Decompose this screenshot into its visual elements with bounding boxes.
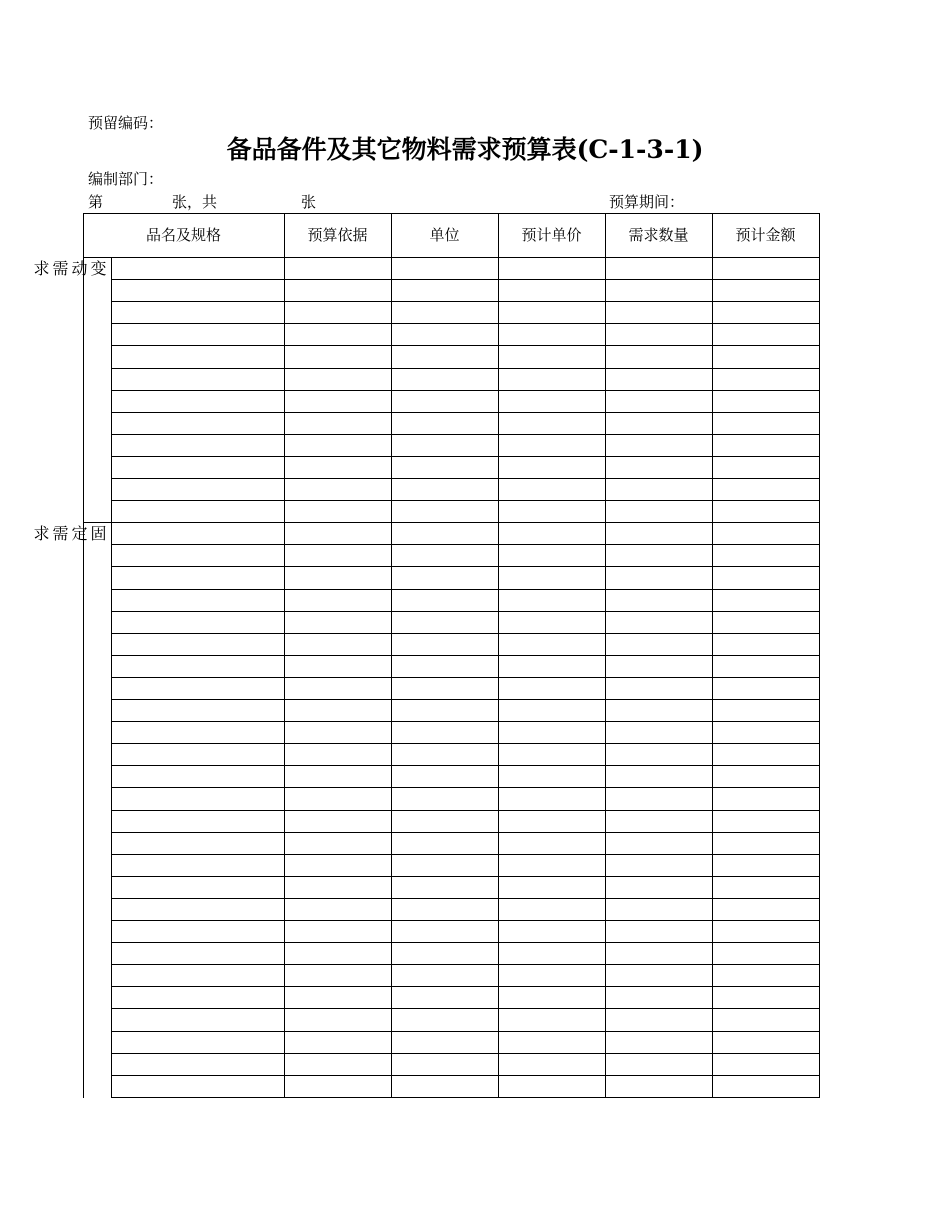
table-row-line — [111, 323, 820, 324]
table-row-line — [111, 412, 820, 413]
table-row-line — [111, 765, 820, 766]
table-row-line — [111, 942, 820, 943]
sheet-number-suffix: 张 — [301, 193, 317, 211]
table-row-line — [111, 544, 820, 545]
column-header: 品名及规格 — [145, 226, 221, 244]
section-label: 变动需求 — [31, 260, 107, 276]
header-bottom-border — [83, 257, 820, 258]
column-header: 预计单价 — [521, 226, 582, 244]
table-row-line — [111, 500, 820, 501]
table-row-line — [111, 699, 820, 700]
page-title: 备品备件及其它物料需求预算表(C-1-3-1) — [226, 135, 704, 164]
table-row-line — [111, 721, 820, 722]
table-row-line — [111, 1053, 820, 1054]
table-row-line — [111, 1097, 820, 1098]
table-row-line — [111, 390, 820, 391]
column-header: 预计金额 — [735, 226, 796, 244]
table-row-line — [111, 876, 820, 877]
table-row-line — [111, 279, 820, 280]
table-row-line — [111, 655, 820, 656]
table-row-line — [111, 787, 820, 788]
table-row-line — [111, 434, 820, 435]
column-header: 需求数量 — [628, 226, 689, 244]
table-row-line — [111, 743, 820, 744]
department-label: 编制部门： — [88, 170, 164, 188]
sheet-number-middle: 张，共 — [172, 193, 218, 211]
table-left-border — [83, 213, 84, 1098]
table-row-line — [111, 456, 820, 457]
table-row-line — [111, 478, 820, 479]
section-label: 固定需求 — [31, 525, 107, 542]
table-row-line — [111, 1031, 820, 1032]
table-row-line — [111, 1075, 820, 1076]
table-row-line — [111, 1008, 820, 1009]
table-row-line — [111, 898, 820, 899]
table-row-line — [111, 345, 820, 346]
table-row-line — [111, 301, 820, 302]
budget-period-label: 预算期间： — [609, 193, 685, 211]
table-row-line — [111, 964, 820, 965]
table-row-line — [111, 566, 820, 567]
table-row-line — [111, 611, 820, 612]
sheet-number-prefix: 第 — [88, 193, 104, 211]
reserved-code-label: 预留编码： — [88, 114, 164, 132]
table-row-line — [111, 677, 820, 678]
column-header: 单位 — [429, 226, 460, 244]
table-row-line — [111, 368, 820, 369]
table-row-line — [111, 589, 820, 590]
table-row-line — [111, 854, 820, 855]
table-top-border — [83, 213, 820, 214]
table-row-line — [111, 810, 820, 811]
table-row-line — [111, 832, 820, 833]
section-boundary — [83, 522, 820, 523]
table-row-line — [111, 920, 820, 921]
table-row-line — [111, 633, 820, 634]
column-header: 预算依据 — [307, 226, 368, 244]
table-row-line — [111, 986, 820, 987]
